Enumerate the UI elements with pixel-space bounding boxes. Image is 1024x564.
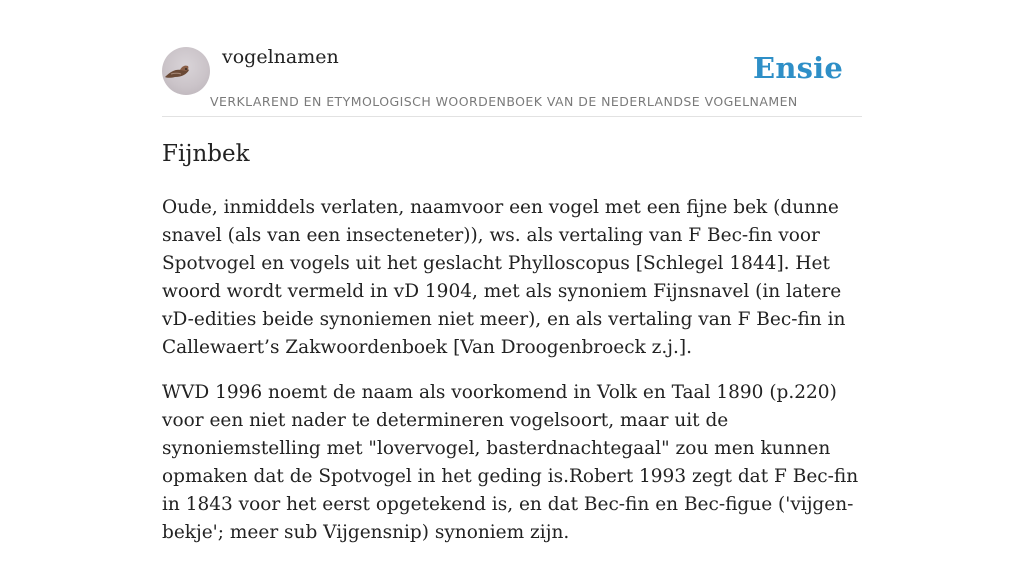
site-name-link[interactable]: vogelnamen [222,46,339,68]
article-paragraph: Oude, inmiddels verlaten, naamvoor een vogel met een fijne bek (dunne snavel (als van een insecteneter)), ws. als vertaling van F Bec-fin voor Spotvogel en vogels uit het geslacht Phylloscopus [Schlegel 1844]. Het woord wordt vermeld in vD 1904, met als synoniem Fijnsnavel (in latere vD-edities beide synoniemen niet meer), en als vertaling van F Bec-fin in Callewaert’s Zakwoordenboek [Van Droogenbroeck z.j.]. [162,197,846,358]
dictionary-subtitle: VERKLAREND EN ETYMOLOGISCH WOORDENBOEK VAN DE NEDERLANDSE VOGELNAMEN [210,94,798,109]
bird-avatar-icon[interactable] [162,47,210,95]
article-title: Fijnbek [162,141,250,167]
article [162,136,862,564]
brand-logo-link[interactable]: Ensie [753,51,843,85]
site-header [162,44,862,117]
article-paragraph: WVD 1996 noemt de naam als voorkomend in Volk en Taal 1890 (p.220) voor een niet nader te determineren vogelsoort, maar uit de synoniemstelling met "lovervogel, basterdnachtegaal" zou men kunnen opmaken dat de Spotvogel in het geding is.Robert 1993 zegt dat F Bec-fin in 1843 voor het eerst opgetekend is, en dat Bec-fin en Bec-figue ('vijgen-bekje'; meer sub Vijgensnip) synoniem zijn. [162,382,859,543]
